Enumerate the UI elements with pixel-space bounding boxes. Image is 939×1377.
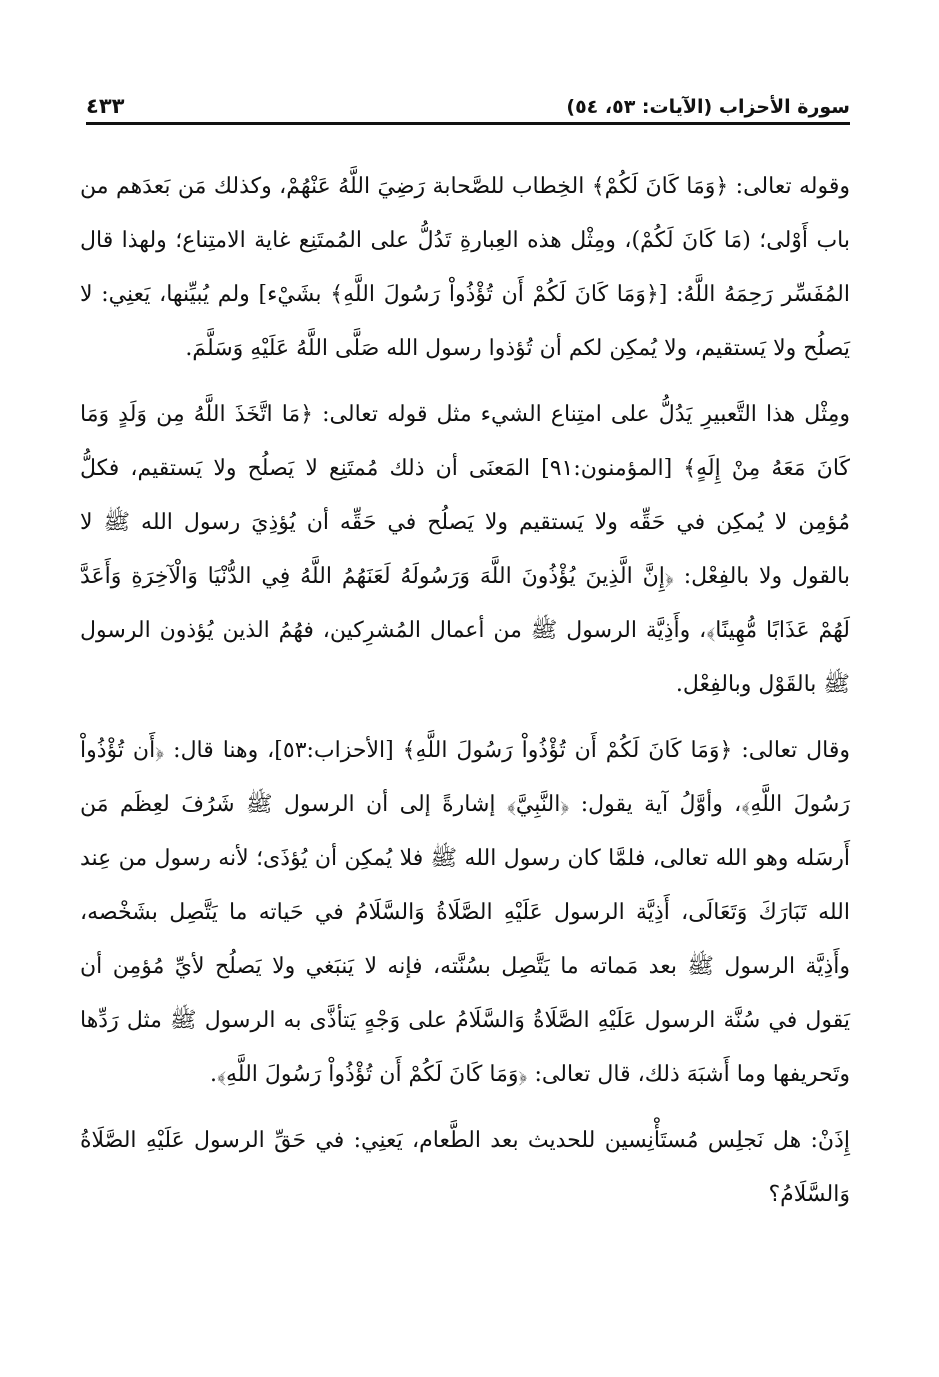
paragraph-4: إِذَنْ: هل نَجلِس مُستَأْنِسين للحديث بعد الطَّعام، يَعنِي: في حَقِّ الرسول عَلَيْهِ الصَّلَاةُ وَالسَّلَامُ؟: [80, 1128, 850, 1207]
body-text: [80, 160, 850, 1234]
paragraph-1: وقوله تعالى: ﴿وَمَا كَانَ لَكُمْ﴾ الخِطاب للصَّحابة رَضِيَ اللَّهُ عَنْهُمْ، وكذلك مَن بَعدَهم من باب أَوْلى؛ (مَا كَانَ لَكُمْ)، ومِثْل هذه العِبارةِ تَدُلُّ على المُمتَنِع غاية الامتِناع؛ ولهذا قال المُفَسِّر رَحِمَهُ اللَّهُ: [﴿وَمَا كَانَ لَكُمْ أَن تُؤْذُواْ رَسُولَ اللَّهِ﴾ بشَيْء] ولم يُبيِّنها، يَعنِي: لا يَصلُح ولا يَستقيم، ولا يُمكِن لكم أن تُؤذوا رسول الله صَلَّى اللَّهُ عَلَيْهِ وَسَلَّمَ.: [80, 174, 850, 361]
paragraph-3: وقال تعالى: ﴿وَمَا كَانَ لَكُمْ أَن تُؤْذُواْ رَسُولَ اللَّهِ﴾ [الأحزاب:٥٣]، وهنا قال: ﴿أَن تُؤْذُواْ رَسُولَ اللَّهِ﴾، وأوَّلُ آية يقول: ﴿النَّبِيَّ﴾ إشارةً إلى أن الرسول ﷺ شَرُفَ لعِظَم مَن أَرسَله وهو الله تعالى، فلمَّا كان رسول الله ﷺ فلا يُمكِن أن يُؤذَى؛ لأنه رسول من عِند الله تَبَارَكَ وَتَعَالَى، أَذِيَّة الرسول عَلَيْهِ الصَّلَاةُ وَالسَّلَامُ في حَياته ما يَتَّصِل بشَخْصه، وأَذِيَّة الرسول ﷺ بعد مَماته ما يَتَّصِل بسُنَّته، فإنه لا يَنبَغي ولا يَصلُح لأيِّ مُؤمِن أن يَقول في سُنَّة الرسول عَلَيْهِ الصَّلَاةُ وَالسَّلَامُ على وَجْهٍ يَتأذَّى به الرسول ﷺ مثل رَدِّها وتَحريفها وما أَشبَهَ ذلك، قال تعالى: ﴿وَمَا كَانَ لَكُمْ أَن تُؤْذُواْ رَسُولَ اللَّهِ﴾.: [80, 738, 850, 1087]
running-head: سورة الأحزاب (الآيات: ٥٣، ٥٤): [566, 96, 850, 118]
paragraph-2: ومِثْل هذا التَّعبيرِ يَدُلُّ على امتِناع الشيء مثل قوله تعالى: ﴿مَا اتَّخَذَ اللَّهُ مِن وَلَدٍ وَمَا كَانَ مَعَهُ مِنْ إِلَهٍ﴾ [المؤمنون:٩١] المَعنَى أن ذلك مُمتَنِع لا يَصلُح ولا يَستقيم، فكلُّ مُؤمِن لا يُمكِن في حَقِّه ولا يَستقيم ولا يَصلُح في حَقِّه أن يُؤذِيَ رسول الله ﷺ لا بالقول ولا بالفِعْل: ﴿إِنَّ الَّذِينَ يُؤْذُونَ اللَّهَ وَرَسُولَهُ لَعَنَهُمُ اللَّهُ فِي الدُّنْيَا وَالْآخِرَةِ وَأَعَدَّ لَهُمْ عَذَابًا مُّهِينًا﴾، وأَذِيَّة الرسول ﷺ من أعمال المُشرِكين، فهُمُ الذين يُؤذون الرسول ﷺ بالقَوْل وبالفِعْل.: [80, 402, 850, 697]
page-number: ٤٣٣: [86, 94, 125, 118]
page-header: [86, 86, 850, 125]
